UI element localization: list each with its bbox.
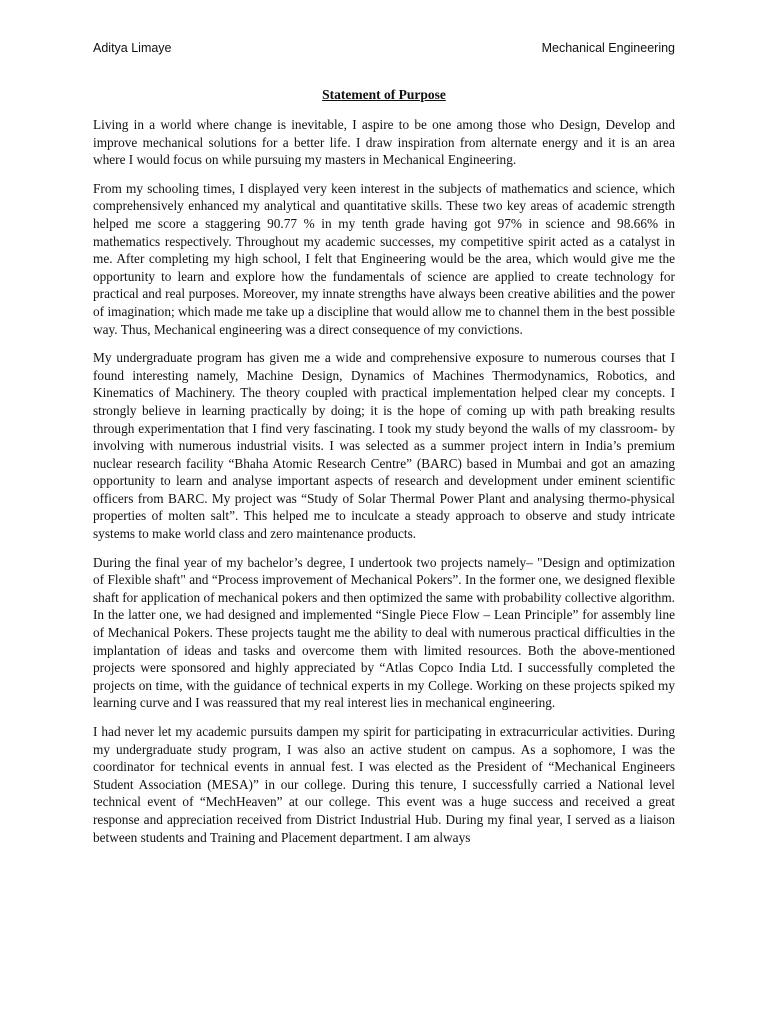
document-title: Statement of Purpose bbox=[322, 87, 446, 102]
author-name: Aditya Limaye bbox=[93, 41, 172, 55]
paragraph: My undergraduate program has given me a wide and comprehensive exposure to numerous courses that I found interesting namely, Machine Design, Dynamics of Machines Thermodynamics, Robotics, and Kinematics of Machinery. The theory coupled with practical implementation helped clear my concepts. I strongly believe in learning practically by doing; it is the hope of coming up with path breaking results through experimentation that I find very fascinating. I took my study beyond the walls of my classroom- by involving with numerous industrial visits. I was selected as a summer project intern in India’s premium nuclear research facility “Bhaha Atomic Research Centre” (BARC) based in Mumbai and got an amazing opportunity to learn and analyse important aspects of research and development under eminent scientific officers from BARC. My project was “Study of Solar Thermal Power Plant and analysing thermo-physical properties of molten salt”. This helped me to inculcate a steady approach to observe and study intricate systems to make world class and zero maintenance products. bbox=[93, 350, 675, 542]
paragraph: From my schooling times, I displayed very keen interest in the subjects of mathematics and science, which comprehensively enhanced my analytical and quantitative skills. These two key areas of academic strength helped me score a staggering 90.77 % in my tenth grade having got 97% in science and 98.66% in mathematics respectively. Throughout my academic successes, my competitive spirit acted as a catalyst in me. After completing my high school, I felt that Engineering would be the area, which would give me the opportunity to learn and explore how the fundamentals of science are applied to create technology for practical and real purposes. Moreover, my innate strengths have always been creative abilities and the power of imagination; which made me take up a discipline that would allow me to channel them in the best possible way. Thus, Mechanical engineering was a direct consequence of my convictions. bbox=[93, 180, 675, 337]
paragraph: I had never let my academic pursuits dampen my spirit for participating in extracurricular activities. During my undergraduate study program, I was also an active student on campus. As a sophomore, I was the coordinator for technical events in annual fest. I was elected as the President of “Mechanical Engineers Student Association (MESA)” in our college. During this tenure, I successfully carried a National level technical event of “MechHeaven” at our college. This event was a huge success and received a great response and appreciation received from District Industrial Hub. During my final year, I served as a liaison between students and Training and Placement department. I am always bbox=[93, 724, 675, 845]
paragraph: During the final year of my bachelor’s degree, I undertook two projects namely– "Design and optimization of Flexible shaft" and “Process improvement of Mechanical Pokers”. In the former one, we designed flexible shaft for application of mechanical pokers and then optimized the same with probability collective algorithm. In the latter one, we had designed and implemented “Single Piece Flow – Lean Principle” for assembly line of Mechanical Pokers. These projects taught me the ability to deal with numerous practical difficulties in the implantation of ideas and tasks and overcome them with limited resources. Both the above-mentioned projects were sponsored and highly appreciated by “Atlas Copco India Ltd. I successfully completed the projects on time, with the guidance of technical experts in my College. Working on these projects spiked my learning curve and I was reassured that my real interest lies in mechanical engineering. bbox=[93, 554, 675, 711]
page-header bbox=[93, 41, 675, 61]
document-body bbox=[93, 116, 675, 857]
department-name: Mechanical Engineering bbox=[541, 41, 675, 55]
paragraph: Living in a world where change is inevitable, I aspire to be one among those who Design, Develop and improve mechanical solutions for a better life. I draw inspiration from alternate energy and it is an area where I would focus on while pursuing my masters in Mechanical Engineering. bbox=[93, 117, 675, 168]
